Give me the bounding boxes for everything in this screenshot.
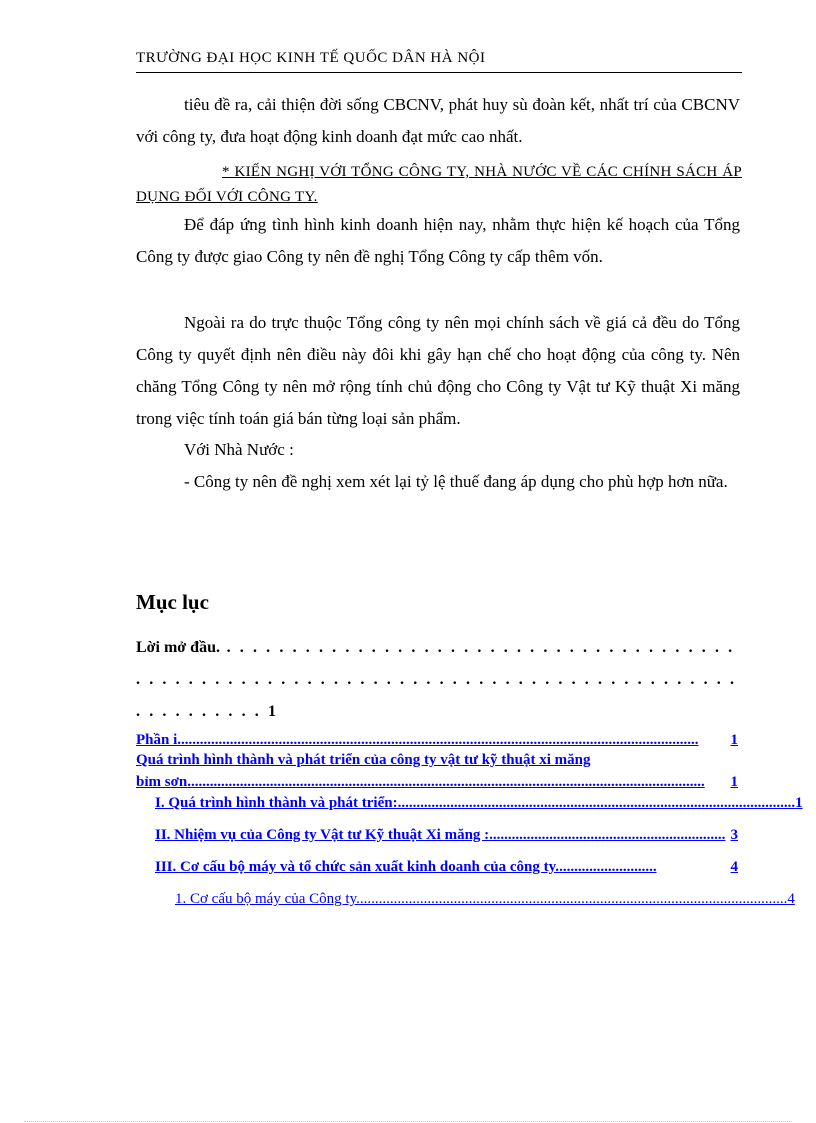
toc-page-number: 4 — [787, 891, 795, 907]
recommendation-heading: * KIẾN NGHỊ VỚI TỔNG CÔNG TY, NHÀ NƯỚC VỀ CÁC CHÍNH SÁCH ÁP DỤNG ĐỐI VỚI CÔNG TY. — [136, 164, 742, 205]
toc-link-section-2[interactable] — [155, 824, 738, 846]
toc-link-bim-son[interactable] — [136, 771, 738, 793]
toc-link-section-1[interactable] — [155, 792, 803, 814]
toc-title: Mục lục — [136, 590, 209, 614]
paragraph-intro-continuation: tiêu đề ra, cải thiện đời sống CBCNV, phát huy sù đoàn kết, nhất trí của CBCNV với công ty, đưa hoạt động kinh doanh đạt mức cao nhất. — [136, 95, 740, 146]
paragraph-capital-request: Để đáp ứng tình hình kinh doanh hiện nay, nhằm thực hiện kế hoạch của Tổng Công ty được giao Công ty nên đề nghị Tổng Công ty cấp thêm vốn. — [136, 215, 740, 266]
toc-leader: .......................................................................................................... — [397, 795, 796, 811]
toc-intro-page: 1 — [268, 703, 279, 720]
toc-link-section-3[interactable] — [155, 856, 738, 878]
toc-leader: .......................... — [559, 859, 657, 875]
toc-link-label: Quá trình hình thành và phát triển của công ty vật tư kỹ thuật xi măng — [136, 752, 591, 768]
toc-leader: .................................................................................................................. — [359, 891, 788, 907]
toc-link-subsection-1[interactable] — [175, 888, 795, 910]
page-header: TRƯỜNG ĐẠI HỌC KINH TẾ QUỐC DÂN HÀ NỘI — [136, 50, 742, 73]
toc-leader: .......................................................................................................................................... — [187, 774, 705, 790]
toc-page-number: 3 — [730, 827, 738, 843]
paragraph-tax-recommendation: - Công ty nên đề nghị xem xét lại tỷ lệ thuế đang áp dụng cho phù hợp hơn nữa. — [184, 472, 728, 491]
toc-page-number: 1 — [730, 732, 738, 748]
paragraph-state-heading: Với Nhà Nước : — [184, 440, 294, 459]
toc-link-label: 1. Cơ cấu bộ máy của Công ty. — [175, 891, 360, 907]
toc-link-label: Phần i — [136, 732, 178, 748]
toc-link-label: III. Cơ cấu bộ máy và tổ chức sản xuất kinh doanh của công ty. — [155, 859, 560, 875]
paragraph-pricing-policy: Ngoài ra do trực thuộc Tổng công ty nên mọi chính sách về giá cả đều do Tổng Công ty quyết định nên điều này đôi khi gây hạn chế cho hoạt động của công ty. Nên chăng Tổng Công ty nên mở rộng tính chủ động cho Công ty Vật tư Kỹ thuật Xi măng trong việc tính toán giá bán từng loại sản phẩm. — [136, 313, 740, 428]
page-bottom-rule — [24, 1121, 792, 1122]
toc-link-part-1[interactable] — [136, 729, 738, 751]
toc-leader: ............................................................... — [489, 827, 726, 843]
toc-leader: ........................................................................................................................................... — [177, 732, 699, 748]
toc-intro-label: Lời mở đầu. — [136, 639, 220, 656]
toc-link-label: II. Nhiệm vụ của Công ty Vật tư Kỹ thuật Xi măng : — [155, 827, 490, 843]
toc-link-label: bỉm sơn — [136, 774, 188, 790]
toc-page-number: 1 — [730, 774, 738, 790]
toc-page-number: 1 — [795, 795, 803, 811]
toc-intro-entry: Lời mở đầu. . . . . . . . . . . . . . . . . . . . . . . . . . . . . . . . . . . . . . . . . . . . . . . . . . . . . . . . . . . . . . . . . . . . . . . . . . . . . . . . . . . . . . . . . . . . . . . . 1 — [136, 639, 737, 720]
toc-link-label: I. Quá trình hình thành và phát triển: — [155, 795, 398, 811]
toc-page-number: 4 — [730, 859, 738, 875]
toc-link-company-history[interactable] — [136, 749, 722, 771]
